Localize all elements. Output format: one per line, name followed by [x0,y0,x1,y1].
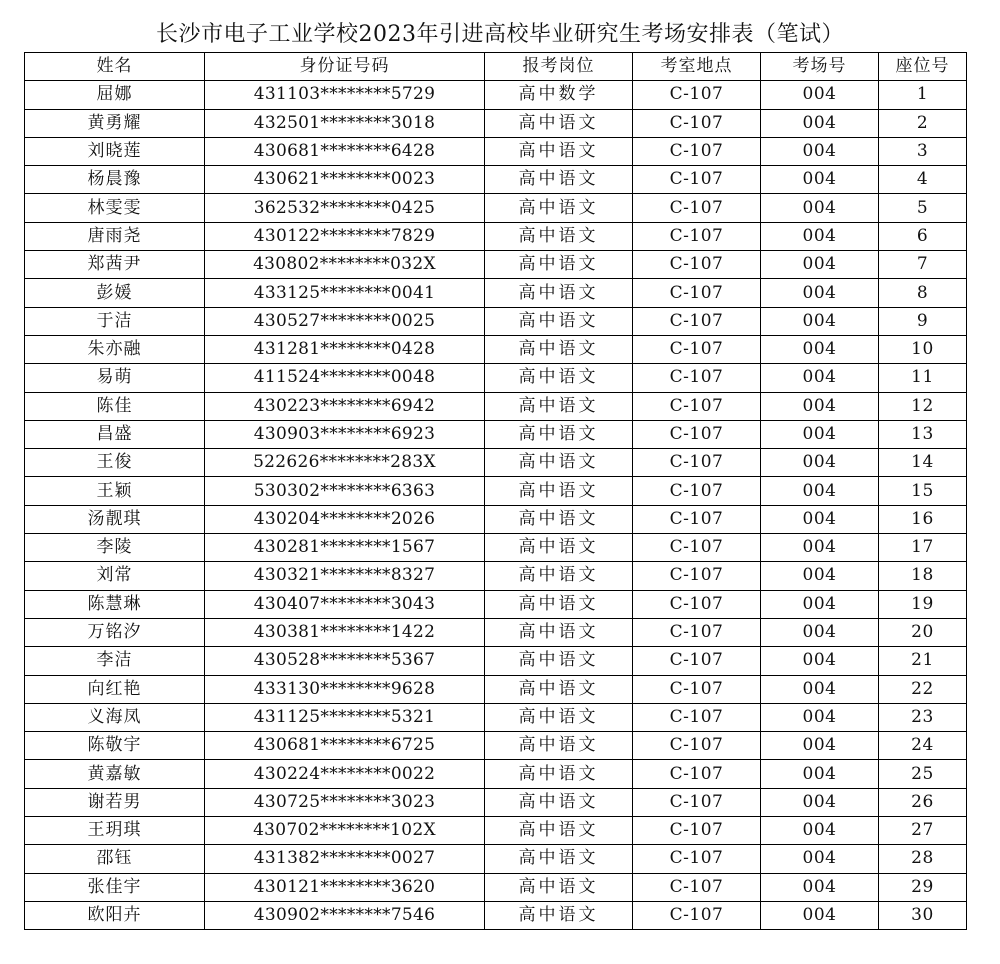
cell-position: 高中语文 [485,307,633,335]
cell-seat: 17 [879,534,967,562]
cell-id-number: 530302********6363 [205,477,485,505]
cell-exam-site: 004 [761,901,879,929]
table-row [25,251,967,279]
table-row [25,194,967,222]
cell-exam-site: 004 [761,392,879,420]
cell-exam-site: 004 [761,109,879,137]
table-row [25,675,967,703]
cell-position: 高中语文 [485,364,633,392]
cell-exam-site: 004 [761,562,879,590]
cell-exam-site: 004 [761,335,879,363]
cell-seat: 10 [879,335,967,363]
cell-position: 高中语文 [485,732,633,760]
table-row [25,449,967,477]
cell-seat: 27 [879,817,967,845]
cell-seat: 9 [879,307,967,335]
cell-id-number: 433125********0041 [205,279,485,307]
table-row [25,618,967,646]
cell-id-number: 430528********5367 [205,647,485,675]
cell-name: 朱亦融 [25,335,205,363]
cell-room: C-107 [633,817,761,845]
table-row [25,788,967,816]
cell-position: 高中语文 [485,817,633,845]
cell-name: 汤靓琪 [25,505,205,533]
cell-seat: 2 [879,109,967,137]
cell-seat: 1 [879,81,967,109]
cell-name: 李陵 [25,534,205,562]
cell-name: 黄勇耀 [25,109,205,137]
cell-room: C-107 [633,137,761,165]
cell-seat: 23 [879,703,967,731]
table-row [25,477,967,505]
cell-position: 高中语文 [485,703,633,731]
cell-name: 李洁 [25,647,205,675]
cell-name: 王俊 [25,449,205,477]
cell-room: C-107 [633,222,761,250]
cell-seat: 16 [879,505,967,533]
table-row [25,845,967,873]
table-row [25,534,967,562]
cell-position: 高中语文 [485,392,633,420]
cell-seat: 7 [879,251,967,279]
column-header-name: 姓名 [25,53,205,81]
table-row [25,335,967,363]
cell-room: C-107 [633,675,761,703]
cell-position: 高中语文 [485,194,633,222]
cell-position: 高中语文 [485,166,633,194]
cell-position: 高中语文 [485,562,633,590]
cell-name: 彭媛 [25,279,205,307]
cell-name: 陈佳 [25,392,205,420]
cell-room: C-107 [633,81,761,109]
cell-name: 陈敬宇 [25,732,205,760]
cell-position: 高中语文 [485,760,633,788]
page-title: 长沙市电子工业学校2023年引进高校毕业研究生考场安排表（笔试） [156,22,844,47]
cell-id-number: 430902********7546 [205,901,485,929]
cell-name: 唐雨尧 [25,222,205,250]
cell-room: C-107 [633,194,761,222]
column-header-seat: 座位号 [879,53,967,81]
table-row [25,81,967,109]
column-header-position: 报考岗位 [485,53,633,81]
cell-seat: 8 [879,279,967,307]
cell-seat: 30 [879,901,967,929]
table-row [25,307,967,335]
cell-seat: 24 [879,732,967,760]
cell-position: 高中语文 [485,901,633,929]
cell-room: C-107 [633,618,761,646]
table-row [25,590,967,618]
cell-position: 高中语文 [485,534,633,562]
cell-name: 向红艳 [25,675,205,703]
cell-id-number: 430681********6428 [205,137,485,165]
cell-room: C-107 [633,534,761,562]
table-row [25,647,967,675]
cell-id-number: 430407********3043 [205,590,485,618]
cell-name: 屈娜 [25,81,205,109]
cell-room: C-107 [633,703,761,731]
cell-room: C-107 [633,901,761,929]
cell-id-number: 433130********9628 [205,675,485,703]
cell-exam-site: 004 [761,703,879,731]
cell-exam-site: 004 [761,817,879,845]
cell-room: C-107 [633,505,761,533]
cell-exam-site: 004 [761,788,879,816]
cell-id-number: 430621********0023 [205,166,485,194]
cell-exam-site: 004 [761,760,879,788]
cell-room: C-107 [633,279,761,307]
cell-id-number: 411524********0048 [205,364,485,392]
cell-exam-site: 004 [761,675,879,703]
cell-exam-site: 004 [761,194,879,222]
cell-room: C-107 [633,109,761,137]
cell-seat: 11 [879,364,967,392]
cell-name: 万铭汐 [25,618,205,646]
cell-room: C-107 [633,647,761,675]
cell-name: 邵钰 [25,845,205,873]
cell-exam-site: 004 [761,364,879,392]
cell-exam-site: 004 [761,222,879,250]
cell-id-number: 430204********2026 [205,505,485,533]
column-header-exam-site: 考场号 [761,53,879,81]
cell-exam-site: 004 [761,618,879,646]
cell-name: 黄嘉敏 [25,760,205,788]
cell-name: 欧阳卉 [25,901,205,929]
cell-exam-site: 004 [761,505,879,533]
cell-seat: 3 [879,137,967,165]
cell-position: 高中语文 [485,279,633,307]
cell-seat: 22 [879,675,967,703]
cell-exam-site: 004 [761,279,879,307]
cell-id-number: 430702********102X [205,817,485,845]
cell-name: 郑茜尹 [25,251,205,279]
cell-position: 高中语文 [485,675,633,703]
cell-room: C-107 [633,760,761,788]
cell-id-number: 431281********0428 [205,335,485,363]
cell-room: C-107 [633,590,761,618]
cell-position: 高中语文 [485,845,633,873]
table-row [25,817,967,845]
table-row [25,873,967,901]
cell-id-number: 431125********5321 [205,703,485,731]
column-header-room: 考室地点 [633,53,761,81]
cell-exam-site: 004 [761,534,879,562]
cell-seat: 29 [879,873,967,901]
cell-exam-site: 004 [761,449,879,477]
cell-name: 王颖 [25,477,205,505]
table-row [25,166,967,194]
cell-position: 高中语文 [485,505,633,533]
cell-id-number: 430281********1567 [205,534,485,562]
cell-seat: 25 [879,760,967,788]
cell-position: 高中语文 [485,647,633,675]
cell-id-number: 430121********3620 [205,873,485,901]
table-header-row [25,53,967,81]
cell-position: 高中语文 [485,873,633,901]
cell-exam-site: 004 [761,251,879,279]
cell-id-number: 430122********7829 [205,222,485,250]
cell-name: 刘晓莲 [25,137,205,165]
cell-position: 高中语文 [485,109,633,137]
cell-position: 高中数学 [485,81,633,109]
table-row [25,137,967,165]
cell-room: C-107 [633,788,761,816]
cell-id-number: 430224********0022 [205,760,485,788]
cell-seat: 21 [879,647,967,675]
cell-room: C-107 [633,732,761,760]
cell-position: 高中语文 [485,449,633,477]
cell-room: C-107 [633,873,761,901]
cell-name: 张佳宇 [25,873,205,901]
cell-exam-site: 004 [761,873,879,901]
cell-exam-site: 004 [761,137,879,165]
cell-position: 高中语文 [485,590,633,618]
cell-position: 高中语文 [485,420,633,448]
cell-name: 杨晨豫 [25,166,205,194]
cell-room: C-107 [633,449,761,477]
cell-id-number: 430725********3023 [205,788,485,816]
cell-exam-site: 004 [761,647,879,675]
cell-room: C-107 [633,392,761,420]
cell-exam-site: 004 [761,307,879,335]
cell-exam-site: 004 [761,845,879,873]
cell-name: 陈慧琳 [25,590,205,618]
table-body [25,81,967,930]
exam-arrangement-table [24,52,967,930]
cell-seat: 19 [879,590,967,618]
cell-id-number: 430527********0025 [205,307,485,335]
cell-position: 高中语文 [485,618,633,646]
table-row [25,703,967,731]
cell-id-number: 430802********032X [205,251,485,279]
cell-name: 林雯雯 [25,194,205,222]
cell-seat: 28 [879,845,967,873]
cell-exam-site: 004 [761,590,879,618]
cell-id-number: 431382********0027 [205,845,485,873]
cell-seat: 18 [879,562,967,590]
cell-position: 高中语文 [485,137,633,165]
cell-exam-site: 004 [761,166,879,194]
cell-name: 昌盛 [25,420,205,448]
cell-position: 高中语文 [485,477,633,505]
cell-room: C-107 [633,420,761,448]
cell-id-number: 522626********283X [205,449,485,477]
cell-seat: 12 [879,392,967,420]
table-row [25,732,967,760]
cell-id-number: 430321********8327 [205,562,485,590]
cell-room: C-107 [633,166,761,194]
cell-room: C-107 [633,845,761,873]
cell-room: C-107 [633,335,761,363]
table-row [25,109,967,137]
table-row [25,562,967,590]
cell-seat: 4 [879,166,967,194]
cell-name: 易萌 [25,364,205,392]
cell-position: 高中语文 [485,222,633,250]
cell-seat: 13 [879,420,967,448]
cell-seat: 15 [879,477,967,505]
cell-id-number: 430903********6923 [205,420,485,448]
cell-name: 谢若男 [25,788,205,816]
cell-name: 义海凤 [25,703,205,731]
table-row [25,279,967,307]
cell-exam-site: 004 [761,477,879,505]
cell-position: 高中语文 [485,335,633,363]
cell-name: 于洁 [25,307,205,335]
cell-position: 高中语文 [485,788,633,816]
cell-id-number: 430681********6725 [205,732,485,760]
cell-room: C-107 [633,251,761,279]
cell-seat: 14 [879,449,967,477]
cell-seat: 6 [879,222,967,250]
table-row [25,505,967,533]
cell-seat: 5 [879,194,967,222]
cell-id-number: 430381********1422 [205,618,485,646]
cell-room: C-107 [633,477,761,505]
cell-seat: 26 [879,788,967,816]
cell-id-number: 432501********3018 [205,109,485,137]
table-row [25,901,967,929]
cell-seat: 20 [879,618,967,646]
cell-id-number: 362532********0425 [205,194,485,222]
table-row [25,420,967,448]
cell-exam-site: 004 [761,420,879,448]
cell-position: 高中语文 [485,251,633,279]
table-row [25,364,967,392]
cell-name: 王玥琪 [25,817,205,845]
column-header-id-number: 身份证号码 [205,53,485,81]
cell-room: C-107 [633,364,761,392]
cell-exam-site: 004 [761,732,879,760]
cell-name: 刘常 [25,562,205,590]
cell-id-number: 431103********5729 [205,81,485,109]
cell-room: C-107 [633,562,761,590]
table-row [25,392,967,420]
cell-exam-site: 004 [761,81,879,109]
table-row [25,222,967,250]
cell-room: C-107 [633,307,761,335]
cell-id-number: 430223********6942 [205,392,485,420]
table-row [25,760,967,788]
